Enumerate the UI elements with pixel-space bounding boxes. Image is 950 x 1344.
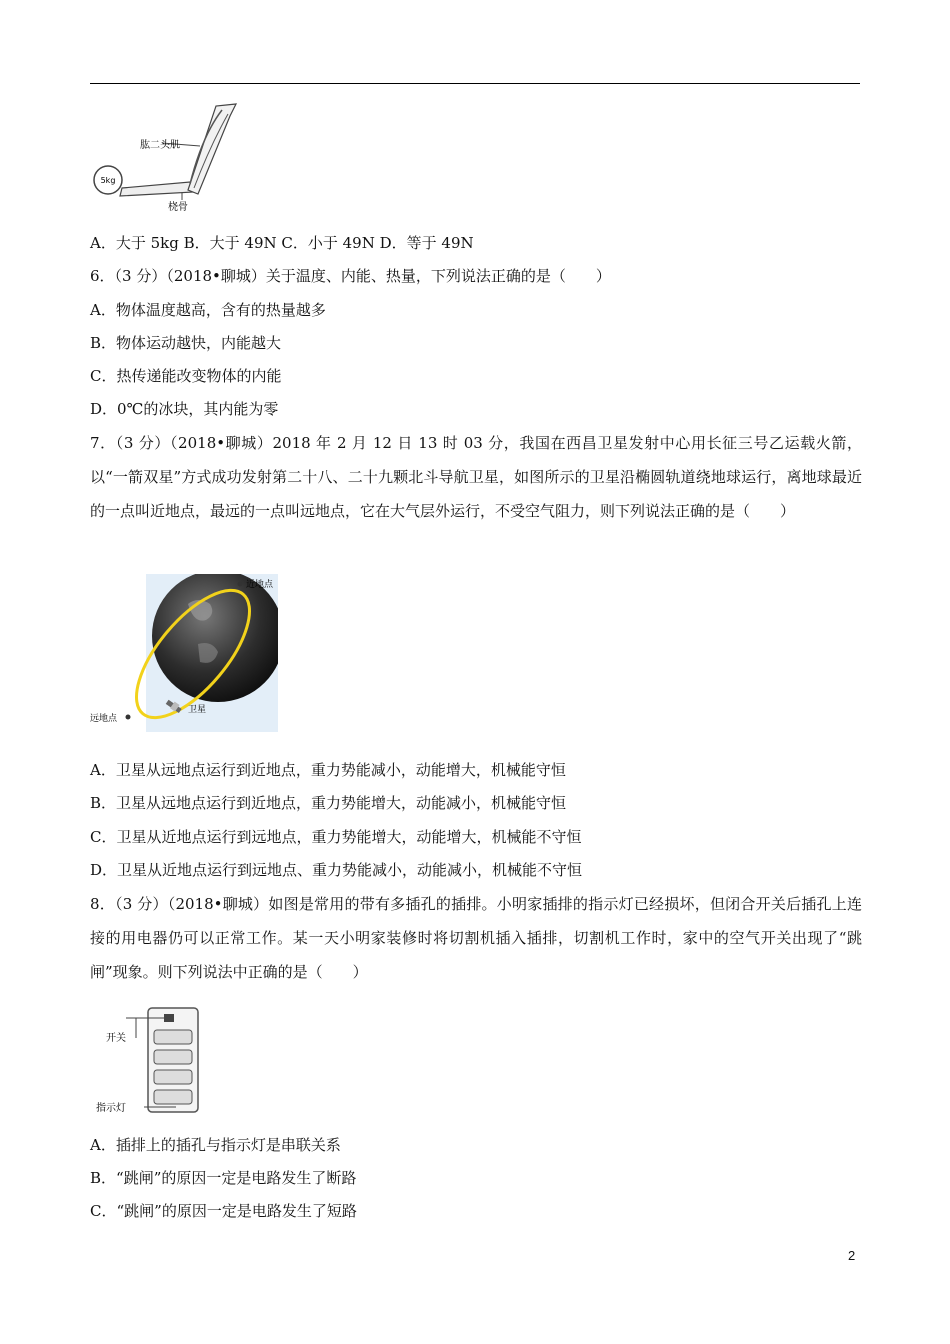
power-strip-figure	[92, 1004, 222, 1118]
strip-lamp-label: 指示灯	[96, 1103, 126, 1114]
q6-option-c: C．热传递能改变物体的内能	[90, 367, 282, 385]
orbit-figure	[88, 574, 278, 732]
q6-stem: 6．（3 分）（2018•聊城）关于温度、内能、热量，下列说法正确的是（ ）	[90, 267, 611, 285]
strip-switch-label: 开关	[106, 1033, 126, 1044]
q7-option-a: A．卫星从远地点运行到近地点，重力势能减小，动能增大，机械能守恒	[90, 761, 566, 779]
arm-weight-label: 5kg	[100, 176, 116, 185]
q8-option-b: B．“跳闸”的原因一定是电路发生了断路	[90, 1169, 357, 1187]
page-number: 2	[848, 1248, 856, 1263]
q8-option-c: C．“跳闸”的原因一定是电路发生了短路	[90, 1202, 357, 1220]
orbit-far-label: 远地点	[90, 714, 118, 724]
q7-option-b: B．卫星从远地点运行到近地点，重力势能增大，动能减小，机械能守恒	[90, 794, 567, 812]
q6-option-b: B．物体运动越快，内能越大	[90, 334, 282, 352]
q6-option-a: A．物体温度越高，含有的热量越多	[90, 301, 326, 319]
q7-option-c: C．卫星从近地点运行到远地点，重力势能增大，动能增大，机械能不守恒	[90, 828, 582, 846]
q8-stem: 8．（3 分）（2018•聊城）如图是常用的带有多插孔的插排。小明家插排的指示灯已经损坏，但闭合开关后插孔上连接的用电器仍可以正常工作。某一天小明家装修时将切割机插入插排，切割机工作时，家中的空气开关出现了“跳闸”现象。则下列说法中正确的是（ ）	[90, 895, 862, 981]
q7-stem: 7．（3 分）（2018•聊城）2018 年 2 月 12 日 13 时 03 分，我国在西昌卫星发射中心用长征三号乙运载火箭，以“一箭双星”方式成功发射第二十八、二十九颗北斗导航卫星，如图所示的卫星沿椭圆轨道绕地球运行，离地球最近的一点叫近地点，最远的一点叫远地点，它在大气层外运行，不受空气阻力，则下列说法正确的是（ ）	[90, 434, 862, 520]
q7-option-d: D．卫星从近地点运行到远地点、重力势能减小，动能减小，机械能不守恒	[90, 861, 583, 879]
header-rule	[90, 83, 860, 84]
q8-option-a: A．插排上的插孔与指示灯是串联关系	[90, 1136, 341, 1154]
q6-option-d: D．0℃的冰块，其内能为零	[90, 400, 279, 418]
arm-muscle-label: 肱二头肌	[140, 140, 180, 151]
q5-options: A．大于 5kg B．大于 49N C．小于 49N D．等于 49N	[90, 234, 474, 252]
arm-figure	[90, 96, 250, 214]
orbit-near-label: 近地点	[246, 580, 274, 590]
arm-bone-label: 桡骨	[168, 202, 188, 213]
orbit-satellite-label: 卫星	[188, 705, 207, 715]
